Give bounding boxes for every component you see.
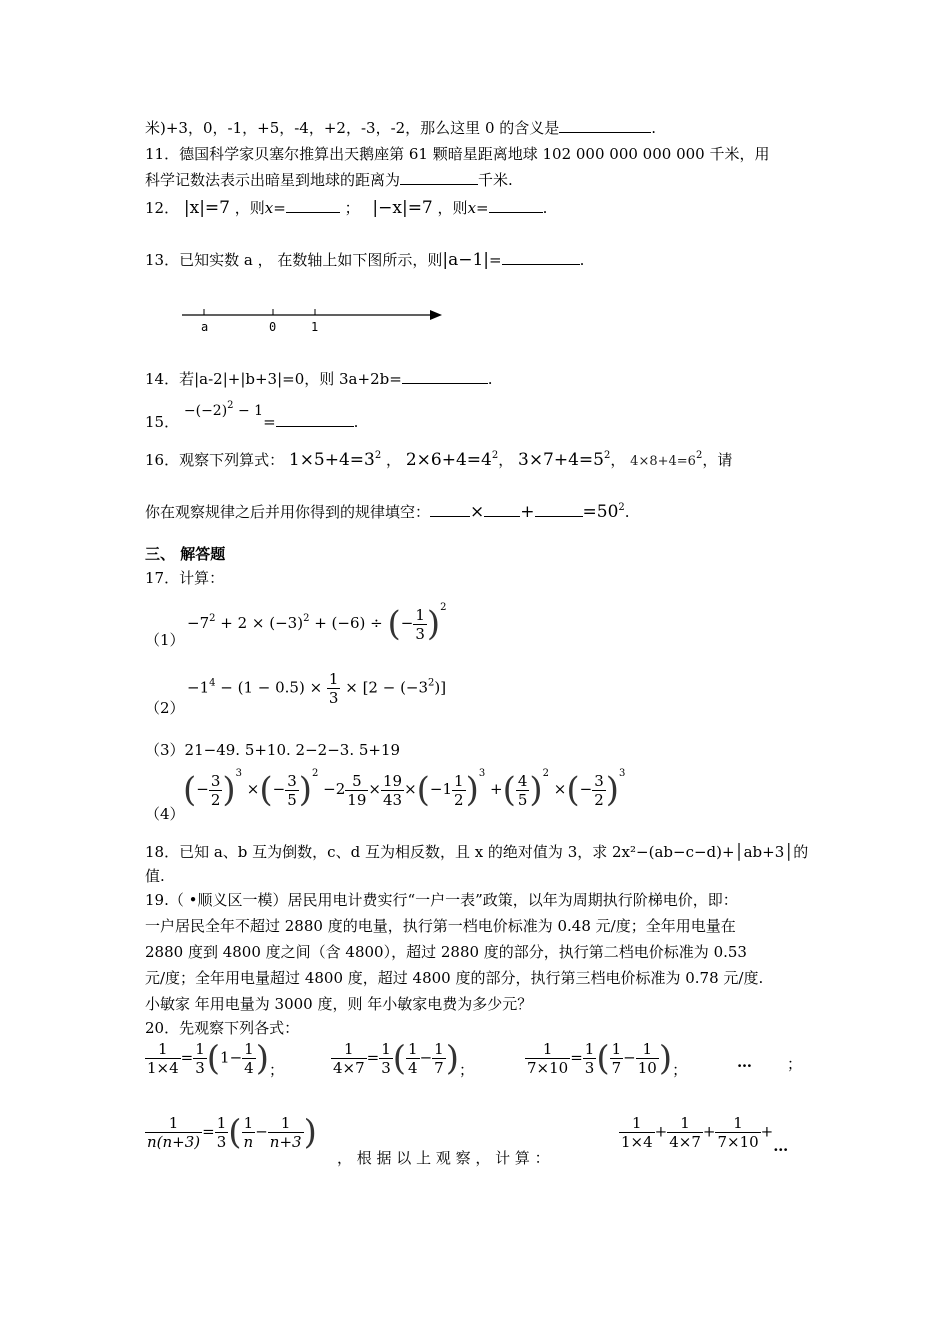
answer-blank[interactable] [276, 412, 354, 427]
answer-blank[interactable] [286, 198, 340, 213]
question-10-continuation: 米)+3，0，-1，+5，-4，+2，-3，-2，那么这里 0 的含义是 . [145, 119, 657, 137]
q20-general-row: $\frac{1}{n(n+3)}$ = $\frac{1}{3}$ ( $\frac{1}{n}$ − $\frac{1}{n+3}$ ) ， 根 据 以 上 观 察 ， 计 算 ： $\frac{1}{1\times 4}$ + $\frac{1}{4\times 7}$ + $\frac{1}{7\times 10}$ +… [147, 1112, 789, 1167]
question-20-title: 20．先观察下列各式： [145, 1019, 300, 1037]
question-19-line4: 元/度；全年用电量超过 4800 度，超过 4800 度的部分，执行第三档电价标准为 0.78 元/度. [145, 969, 764, 987]
number-line-figure [180, 300, 450, 335]
question-12: 12． |x|=7 ，则x= ； |−x|=7 ，则x= . [145, 198, 548, 218]
abs-a-minus-1-expression: |a−1| [442, 250, 489, 270]
ellipsis: … [737, 1053, 752, 1071]
answer-blank[interactable] [484, 502, 520, 517]
q20-sum-expression: $\frac{1}{1\times 4}$ + $\frac{1}{4\times 7}$ + $\frac{1}{7\times 10}$ +… [621, 1114, 789, 1155]
question-16-fill: 你在观察规律之后并用你得到的规律填空： × + $=50^2$. [145, 502, 630, 522]
question-18-line2: 值. [145, 867, 165, 885]
question-15: 15． $-(-2)^2 - 1=$ . [145, 400, 359, 431]
answer-blank[interactable] [400, 170, 478, 185]
q20-formula-1: $\frac{1}{1\times 4}$ = $\frac{1}{3}$ (1− $\frac{1}{4}$ )； [147, 1038, 284, 1079]
question-17-title: 17．计算： [145, 569, 225, 587]
answer-blank[interactable] [559, 118, 651, 133]
arrow-right-icon [430, 310, 442, 320]
question-19-line5: 小敏家 年用电量为 3000 度，则 年小敏家电费为多少元？ [145, 995, 533, 1013]
label-1: 1 [311, 320, 319, 334]
question-19-line3: 2880 度到 4800 度之间（含 4800），超过 2880 度的部分，执行第二档电价标准为 0.53 [145, 943, 747, 961]
question-18-line1: 18．已知 a、b 互为倒数，c、d 互为相反数，且 x 的绝对值为 3，求 2x²−(ab−c−d)+│ab+3│的 [145, 843, 809, 861]
label-a: a [201, 320, 209, 334]
q17-part3: （3）21−49. 5+10. 2−2−3. 5+19 [145, 741, 401, 759]
answer-blank[interactable] [502, 250, 580, 265]
question-11-line1: 11．德国科学家贝塞尔推算出天鹅座第 61 颗暗星距离地球 102 000 000 000 000 千米，用 [145, 145, 770, 163]
answer-blank[interactable] [402, 369, 488, 384]
abs-x-expression: |x|=7 [183, 198, 230, 218]
label-0: 0 [269, 320, 277, 334]
answer-blank[interactable] [430, 502, 470, 517]
question-14: 14．若|a-2|+|b+3|=0，则 3a+2b= . [145, 370, 493, 388]
section-title: 三、 解答题 [145, 545, 226, 563]
q15-expression: $-(-2)^2 - 1$ [183, 400, 264, 419]
document-page: 米)+3，0，-1，+5，-4，+2，-3，-2，那么这里 0 的含义是 . 11．德国科学家贝塞尔推算出天鹅座第 61 颗暗星距离地球 102 000 000 000 000 千米，用 科学记数法表示出暗星到地球的距离为 千米. 12． |x|=7 ，则x= ； |−x|=7 ，则x= . 13．已知实数 a ， 在数轴上如下图所示，则|a−1|= . a 0 1 14．若|a-2|+|b+3|=0，则 3a+2b= . 15． $-(-2)^2 - 1=$ . 16．观察下列算式： $1\times 5+4=3^2$ ， $2\times 6+4=4^2$， $3\times 7+4=5^2$， $4\times 8+4=6^2$，请 你在观察规律之后并用你得到的规律填空： × + $=50^2$. 三、 解答题 17．计算： （1） $-7^2 + 2 \times (-3)^2 + (-6)$ ÷ (− $\frac{1}{3}$ )$^2$ （2） $-1^4 - (1 - 0.5)$ × $\frac{1}{3}$ × $[2 - (-3^2)]$ （3）21−49. 5+10. 2−2−3. 5+19 （4） (− $\frac{3}{2}$ )$^3$ ×(− $\frac{3}{5}$ )$^2$ −2 $\frac{5}{19}$ × $\frac{19}{43}$ ×(−1 $\frac{1}{2}$ )$^3$ +( $\frac{4}{5}$ )$^2$ ×(− $\frac{3}{2}$ )$^3$ 18．已知 a、b 互为倒数，c、d 互为相反数，且 x 的绝对值为 3，求 2x²−(ab−c−d)+│ab+3│的 值. 19.（ •顺义区一模）居民用电计费实行“一户一表”政策，以年为周期执行阶梯电价，即： 一户居民全年不超过 2880 度的电量，执行第一档电价标准为 0.48 元/度；全年用电量在 2880 度到 4800 度之间（含 4800），超过 2880 度的部分，执行第二档电价标准为 0.53 元/度；全年用电量超过 4800 度，超过 4800 度的部分，执行第三档电价标准为 0.78 元/度. 小敏家 年用电量为 3000 度，则 年小敏家电费为多少元？ 20．先观察下列各式： $\frac{1}{1\times 4}$ = $\frac{1}{3}$ (1− $\frac{1}{4}$ )； $\frac{1}{4\times 7}$ = $\frac{1}{3}$ ( $\frac{1}{4}$ − $\frac{1}{7}$ )； $\frac{1}{7\times 10}$ = $\frac{1}{3}$ ( $\frac{1}{7}$ − $\frac{1}{10}$ )； … ； $\frac{1}{n(n+3)}$ = $\frac{1}{3}$ ( $\frac{1}{n}$ − $\frac{1}{n+3}$ ) ， 根 据 以 上 观 察 ， 计 算 ： $\frac{1}{1\times 4}$ + $\frac{1}{4\times 7}$ + $\frac{1}{7\times 10}$ +… [0, 0, 950, 1344]
abs-neg-x-expression: |−x|=7 [372, 198, 433, 218]
question-16: 16．观察下列算式： $1\times 5+4=3^2$ ， $2\times 6+4=4^2$， $3\times 7+4=5^2$， $4\times 8+4=6^2$，请 [145, 450, 733, 470]
q20-formula-2: $\frac{1}{4\times 7}$ = $\frac{1}{3}$ ( $\frac{1}{4}$ − $\frac{1}{7}$ )； [333, 1038, 474, 1079]
answer-blank[interactable] [535, 502, 583, 517]
q20-examples-row: $\frac{1}{1\times 4}$ = $\frac{1}{3}$ (1− $\frac{1}{4}$ )； $\frac{1}{4\times 7}$ = $\frac{1}{3}$ ( $\frac{1}{4}$ − $\frac{1}{7}$ )； $\frac{1}{7\times 10}$ = $\frac{1}{3}$ ( $\frac{1}{7}$ − $\frac{1}{10}$ )； … ； [147, 1038, 803, 1079]
q20-general-formula: $\frac{1}{n(n+3)}$ = $\frac{1}{3}$ ( $\frac{1}{n}$ − $\frac{1}{n+3}$ ) [147, 1112, 317, 1153]
question-19-line1: 19.（ •顺义区一模）居民用电计费实行“一户一表”政策，以年为周期执行阶梯电价，即： [145, 891, 738, 909]
question-19-line2: 一户居民全年不超过 2880 度的电量，执行第一档电价标准为 0.48 元/度；全年用电量在 [145, 917, 736, 935]
question-11-line2: 科学记数法表示出暗星到地球的距离为 千米. [145, 171, 513, 189]
answer-blank[interactable] [489, 198, 543, 213]
q20-formula-3: $\frac{1}{7\times 10}$ = $\frac{1}{3}$ ( $\frac{1}{7}$ − $\frac{1}{10}$ )； [527, 1038, 688, 1079]
question-13: 13．已知实数 a ， 在数轴上如下图所示，则|a−1|= . [145, 250, 585, 270]
